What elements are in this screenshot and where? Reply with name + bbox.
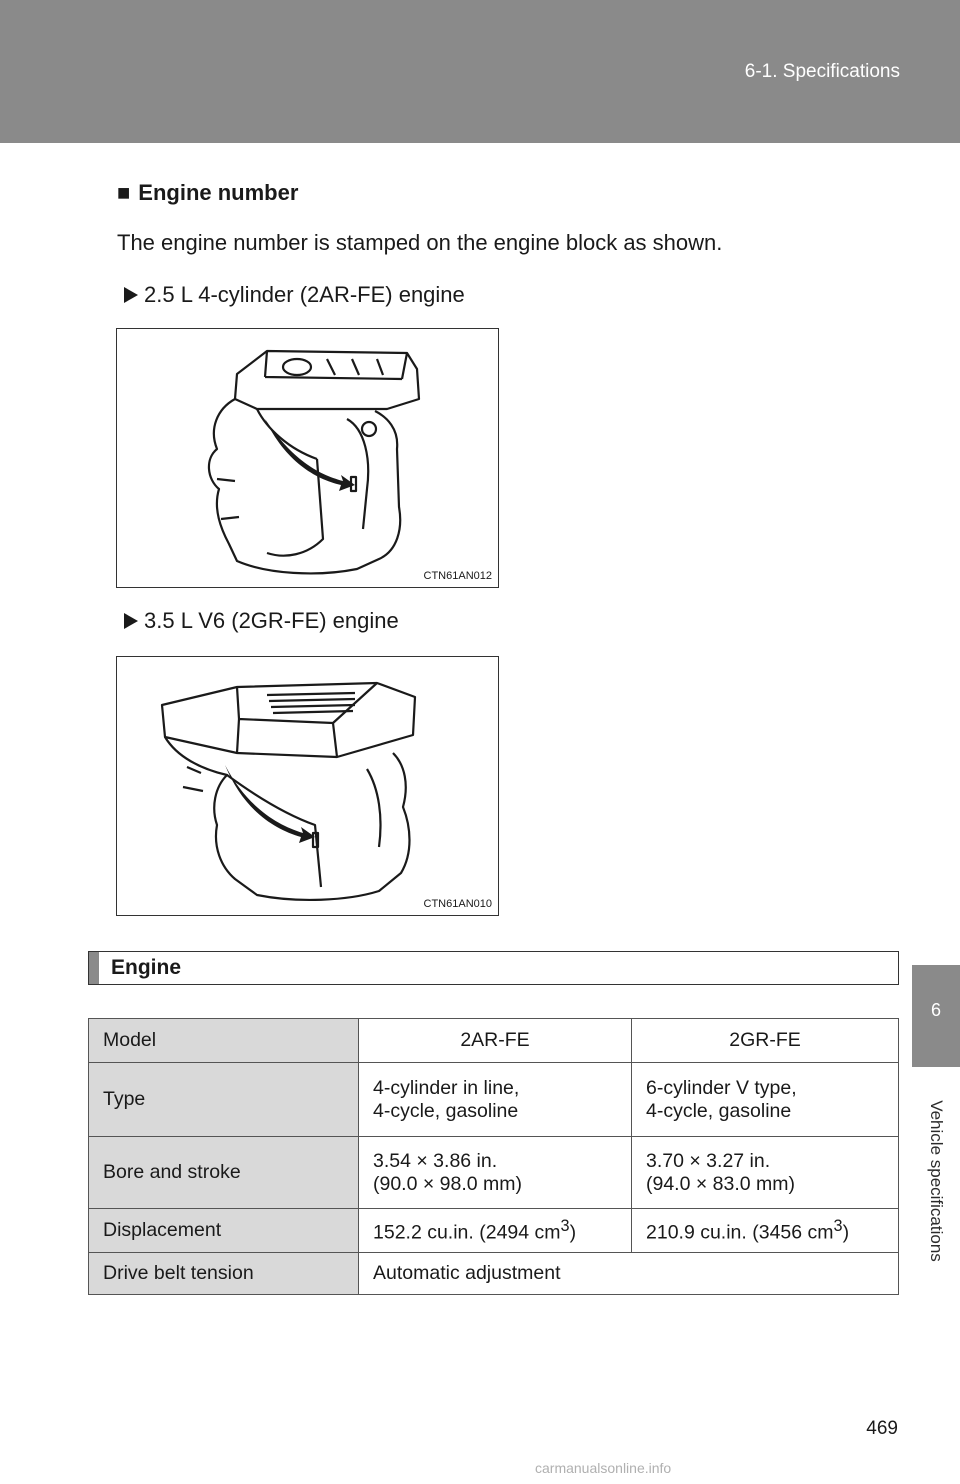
figure-caption-text: 2.5 L 4-cylinder (2AR-FE) engine <box>144 282 465 307</box>
engine-number-intro: The engine number is stamped on the engine block as shown. <box>117 230 723 255</box>
cell-line: 3.54 × 3.86 in. <box>373 1149 498 1172</box>
table-row <box>89 1209 899 1253</box>
cell-line: 3.70 × 3.27 in. <box>646 1149 771 1172</box>
engine-section-header <box>88 951 899 985</box>
table-header-cell: 2GR-FE <box>632 1019 899 1063</box>
cell-line: (90.0 × 98.0 mm) <box>373 1172 523 1195</box>
triangle-bullet-icon <box>124 613 138 629</box>
table-cell <box>359 1209 632 1253</box>
row-label: Drive belt tension <box>89 1253 359 1295</box>
engine-illustration-2gr <box>116 656 499 916</box>
row-label: Bore and stroke <box>89 1137 359 1209</box>
figure-code: CTN61AN012 <box>423 570 492 582</box>
engine-number-heading <box>117 180 298 206</box>
table-header-cell: Model <box>89 1019 359 1063</box>
watermark: carmanualsonline.info <box>535 1460 672 1476</box>
engine-drawing-2gr <box>117 657 498 915</box>
table-row <box>89 1063 899 1137</box>
page-header-band <box>0 0 960 143</box>
table-cell <box>359 1063 632 1137</box>
triangle-bullet-icon <box>124 287 138 303</box>
table-cell <box>632 1137 899 1209</box>
chapter-tab-number: 6 <box>912 965 960 1067</box>
chapter-tab <box>912 1067 960 1295</box>
cell-line: 4-cylinder in line, <box>373 1076 520 1099</box>
figure-caption-text: 3.5 L V6 (2GR-FE) engine <box>144 608 399 633</box>
figure-code: CTN61AN010 <box>423 898 492 910</box>
section-header-bar <box>89 952 99 984</box>
cell-line: 6-cylinder V type, <box>646 1076 797 1099</box>
figure-caption-2ar <box>124 282 465 308</box>
table-header-cell: 2AR-FE <box>359 1019 632 1063</box>
table-row <box>89 1019 899 1063</box>
cell-line: 4-cycle, gasoline <box>373 1099 519 1122</box>
cell-close: ) <box>842 1221 850 1244</box>
cell-line: (94.0 × 83.0 mm) <box>646 1172 796 1195</box>
chapter-tab-label: Vehicle specifications <box>927 1100 946 1262</box>
section-label: 6-1. Specifications <box>744 61 900 82</box>
cell-text: 210.9 cu.in. (3456 cm <box>646 1221 834 1244</box>
row-label: Type <box>89 1063 359 1137</box>
engine-illustration-2ar <box>116 328 499 588</box>
engine-number-title: Engine number <box>138 180 299 205</box>
page-number: 469 <box>866 1418 898 1439</box>
cell-text: 152.2 cu.in. (2494 cm <box>373 1221 561 1244</box>
table-row <box>89 1137 899 1209</box>
table-cell <box>632 1209 899 1253</box>
table-cell <box>632 1063 899 1137</box>
cell-line: 4-cycle, gasoline <box>646 1099 792 1122</box>
table-cell <box>359 1137 632 1209</box>
superscript: 3 <box>833 1216 843 1235</box>
table-row <box>89 1253 899 1295</box>
table-cell: Automatic adjustment <box>359 1253 899 1295</box>
engine-drawing-2ar <box>117 329 498 587</box>
superscript: 3 <box>560 1216 570 1235</box>
row-label: Displacement <box>89 1209 359 1253</box>
figure-caption-2gr <box>124 608 399 634</box>
engine-section-title: Engine <box>111 956 182 979</box>
engine-spec-table <box>88 1018 899 1295</box>
cell-close: ) <box>569 1221 577 1244</box>
square-bullet-icon: ■ <box>117 180 131 205</box>
